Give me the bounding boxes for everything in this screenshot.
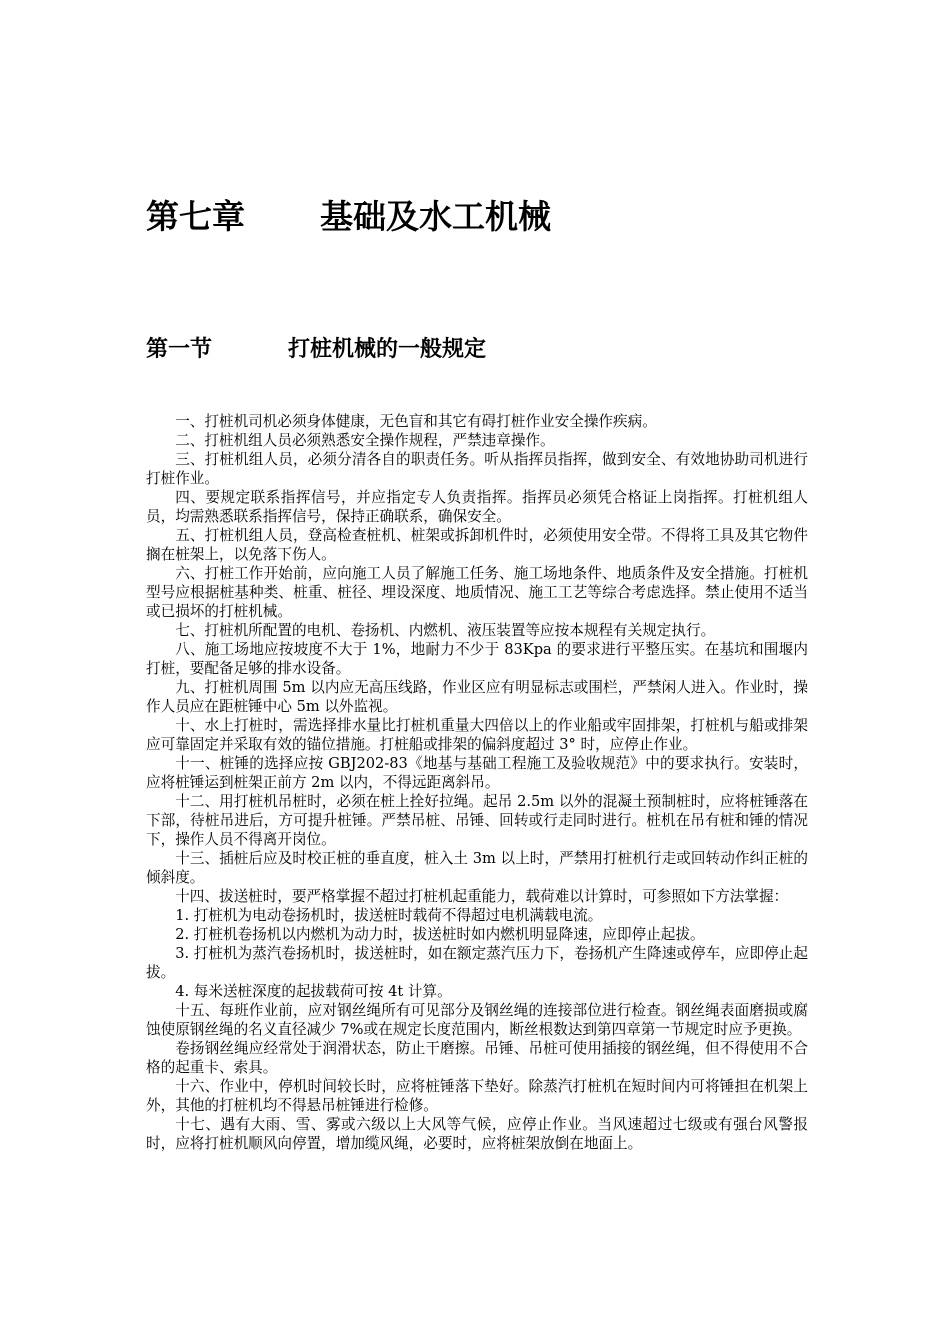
paragraph-15-continued: 卷扬钢丝绳应经常处于润滑状态，防止干磨擦。吊锤、吊桩可使用插接的钢丝绳，但不得使用不合格的起重卡、索具。 <box>146 1040 808 1076</box>
paragraph-16: 十六、作业中，停机时间较长时，应将桩锤落下垫好。除蒸汽打桩机在短时间内可将锤担在机架上外，其他的打桩机均不得悬吊桩锤进行检修。 <box>146 1078 808 1114</box>
paragraph-10: 十、水上打桩时，需选择排水量比打桩机重量大四倍以上的作业船或牢固排架，打桩机与船或排架应可靠固定并采取有效的锚位措施。打桩船或排架的偏斜度超过 3° 时，应停止作业。 <box>146 717 808 753</box>
paragraph-14: 十四、拔送桩时，要严格掌握不超过打桩机起重能力，载荷难以计算时，可参照如下方法掌握： <box>175 888 789 905</box>
paragraph-11: 十一、桩锤的选择应按 GBJ202-83《地基与基础工程施工及验收规范》中的要求执行。安装时，应将桩锤运到桩架正前方 2m 以内，不得远距离斜吊。 <box>146 755 808 791</box>
section-title: 打桩机械的一般规定 <box>288 337 487 362</box>
paragraph-1: 一、打桩机司机必须身体健康，无色盲和其它有碍打桩作业安全操作疾病。 <box>175 413 657 430</box>
chapter-title: 基础及水工机械 <box>320 197 551 236</box>
paragraph-8: 八、施工场地应按坡度不大于 1%，地耐力不少于 83Kpa 的要求进行平整压实。在基坑和围堰内打桩，要配备足够的排水设备。 <box>146 641 808 677</box>
paragraph-4: 四、要规定联系指挥信号，并应指定专人负责指挥。指挥员必须凭合格证上岗指挥。打桩机组人员，均需熟悉联系指挥信号，保持正确联系，确保安全。 <box>146 489 808 525</box>
chapter-heading <box>146 192 551 242</box>
paragraph-17: 十七、遇有大雨、雪、雾或六级以上大风等气候，应停止作业。当风速超过七级或有强台风警报时，应将打桩机顺风向停置，增加缆风绳，必要时，应将桩架放倒在地面上。 <box>146 1116 808 1152</box>
paragraph-13: 十三、插桩后应及时校正桩的垂直度，桩入土 3m 以上时，严禁用打桩机行走或回转动作纠正桩的倾斜度。 <box>146 850 808 886</box>
chapter-number: 第七章 <box>146 197 245 236</box>
paragraph-5: 五、打桩机组人员，登高检查桩机、桩架或拆卸机件时，必须使用安全带。不得将工具及其它物件搁在桩架上，以免落下伤人。 <box>146 527 808 563</box>
paragraph-12: 十二、用打桩机吊桩时，必须在桩上拴好拉绳。起吊 2.5m 以外的混凝土预制桩时，应将桩锤落在下部，待桩吊进后，方可提升桩锤。严禁吊桩、吊锤、回转或行走同时进行。桩机在吊有桩和锤的情况下，操作人员不得离开岗位。 <box>146 793 808 848</box>
section-heading <box>146 333 486 367</box>
body-text <box>146 412 808 1153</box>
list-item-3: 3. 打桩机为蒸汽卷扬机时，拔送桩时，如在额定蒸汽压力下，卷扬机产生降速或停车，应即停止起拔。 <box>146 945 808 981</box>
list-item-4: 4. 每米送桩深度的起拔载荷可按 4t 计算。 <box>175 983 452 1000</box>
section-number: 第一节 <box>146 337 213 362</box>
list-item-1: 1. 打桩机为电动卷扬机时，拔送桩时载荷不得超过电机满载电流。 <box>175 907 603 924</box>
paragraph-3: 三、打桩机组人员，必须分清各自的职责任务。听从指挥员指挥，做到安全、有效地协助司机进行打桩作业。 <box>146 451 808 487</box>
list-item-2: 2. 打桩机卷扬机以内燃机为动力时，拔送桩时如内燃机明显降速，应即停止起拔。 <box>175 926 705 943</box>
paragraph-7: 七、打桩机所配置的电机、卷扬机、内燃机、液压装置等应按本规程有关规定执行。 <box>175 622 716 639</box>
paragraph-15: 十五、每班作业前，应对钢丝绳所有可见部分及钢丝绳的连接部位进行检查。钢丝绳表面磨损或腐蚀使原钢丝绳的名义直径减少 7%或在规定长度范围内，断丝根数达到第四章第一节规定时应予更换。 <box>146 1002 808 1038</box>
paragraph-2: 二、打桩机组人员必须熟悉安全操作规程，严禁违章操作。 <box>175 432 555 449</box>
paragraph-6: 六、打桩工作开始前，应向施工人员了解施工任务、施工场地条件、地质条件及安全措施。打桩机型号应根据桩基种类、桩重、桩径、埋设深度、地质情况、施工工艺等综合考虑选择。禁止使用不适当或已损坏的打桩机械。 <box>146 565 808 620</box>
paragraph-9: 九、打桩机周围 5m 以内应无高压线路，作业区应有明显标志或围栏，严禁闲人进入。作业时，操作人员应在距桩锤中心 5m 以外监视。 <box>146 679 808 715</box>
